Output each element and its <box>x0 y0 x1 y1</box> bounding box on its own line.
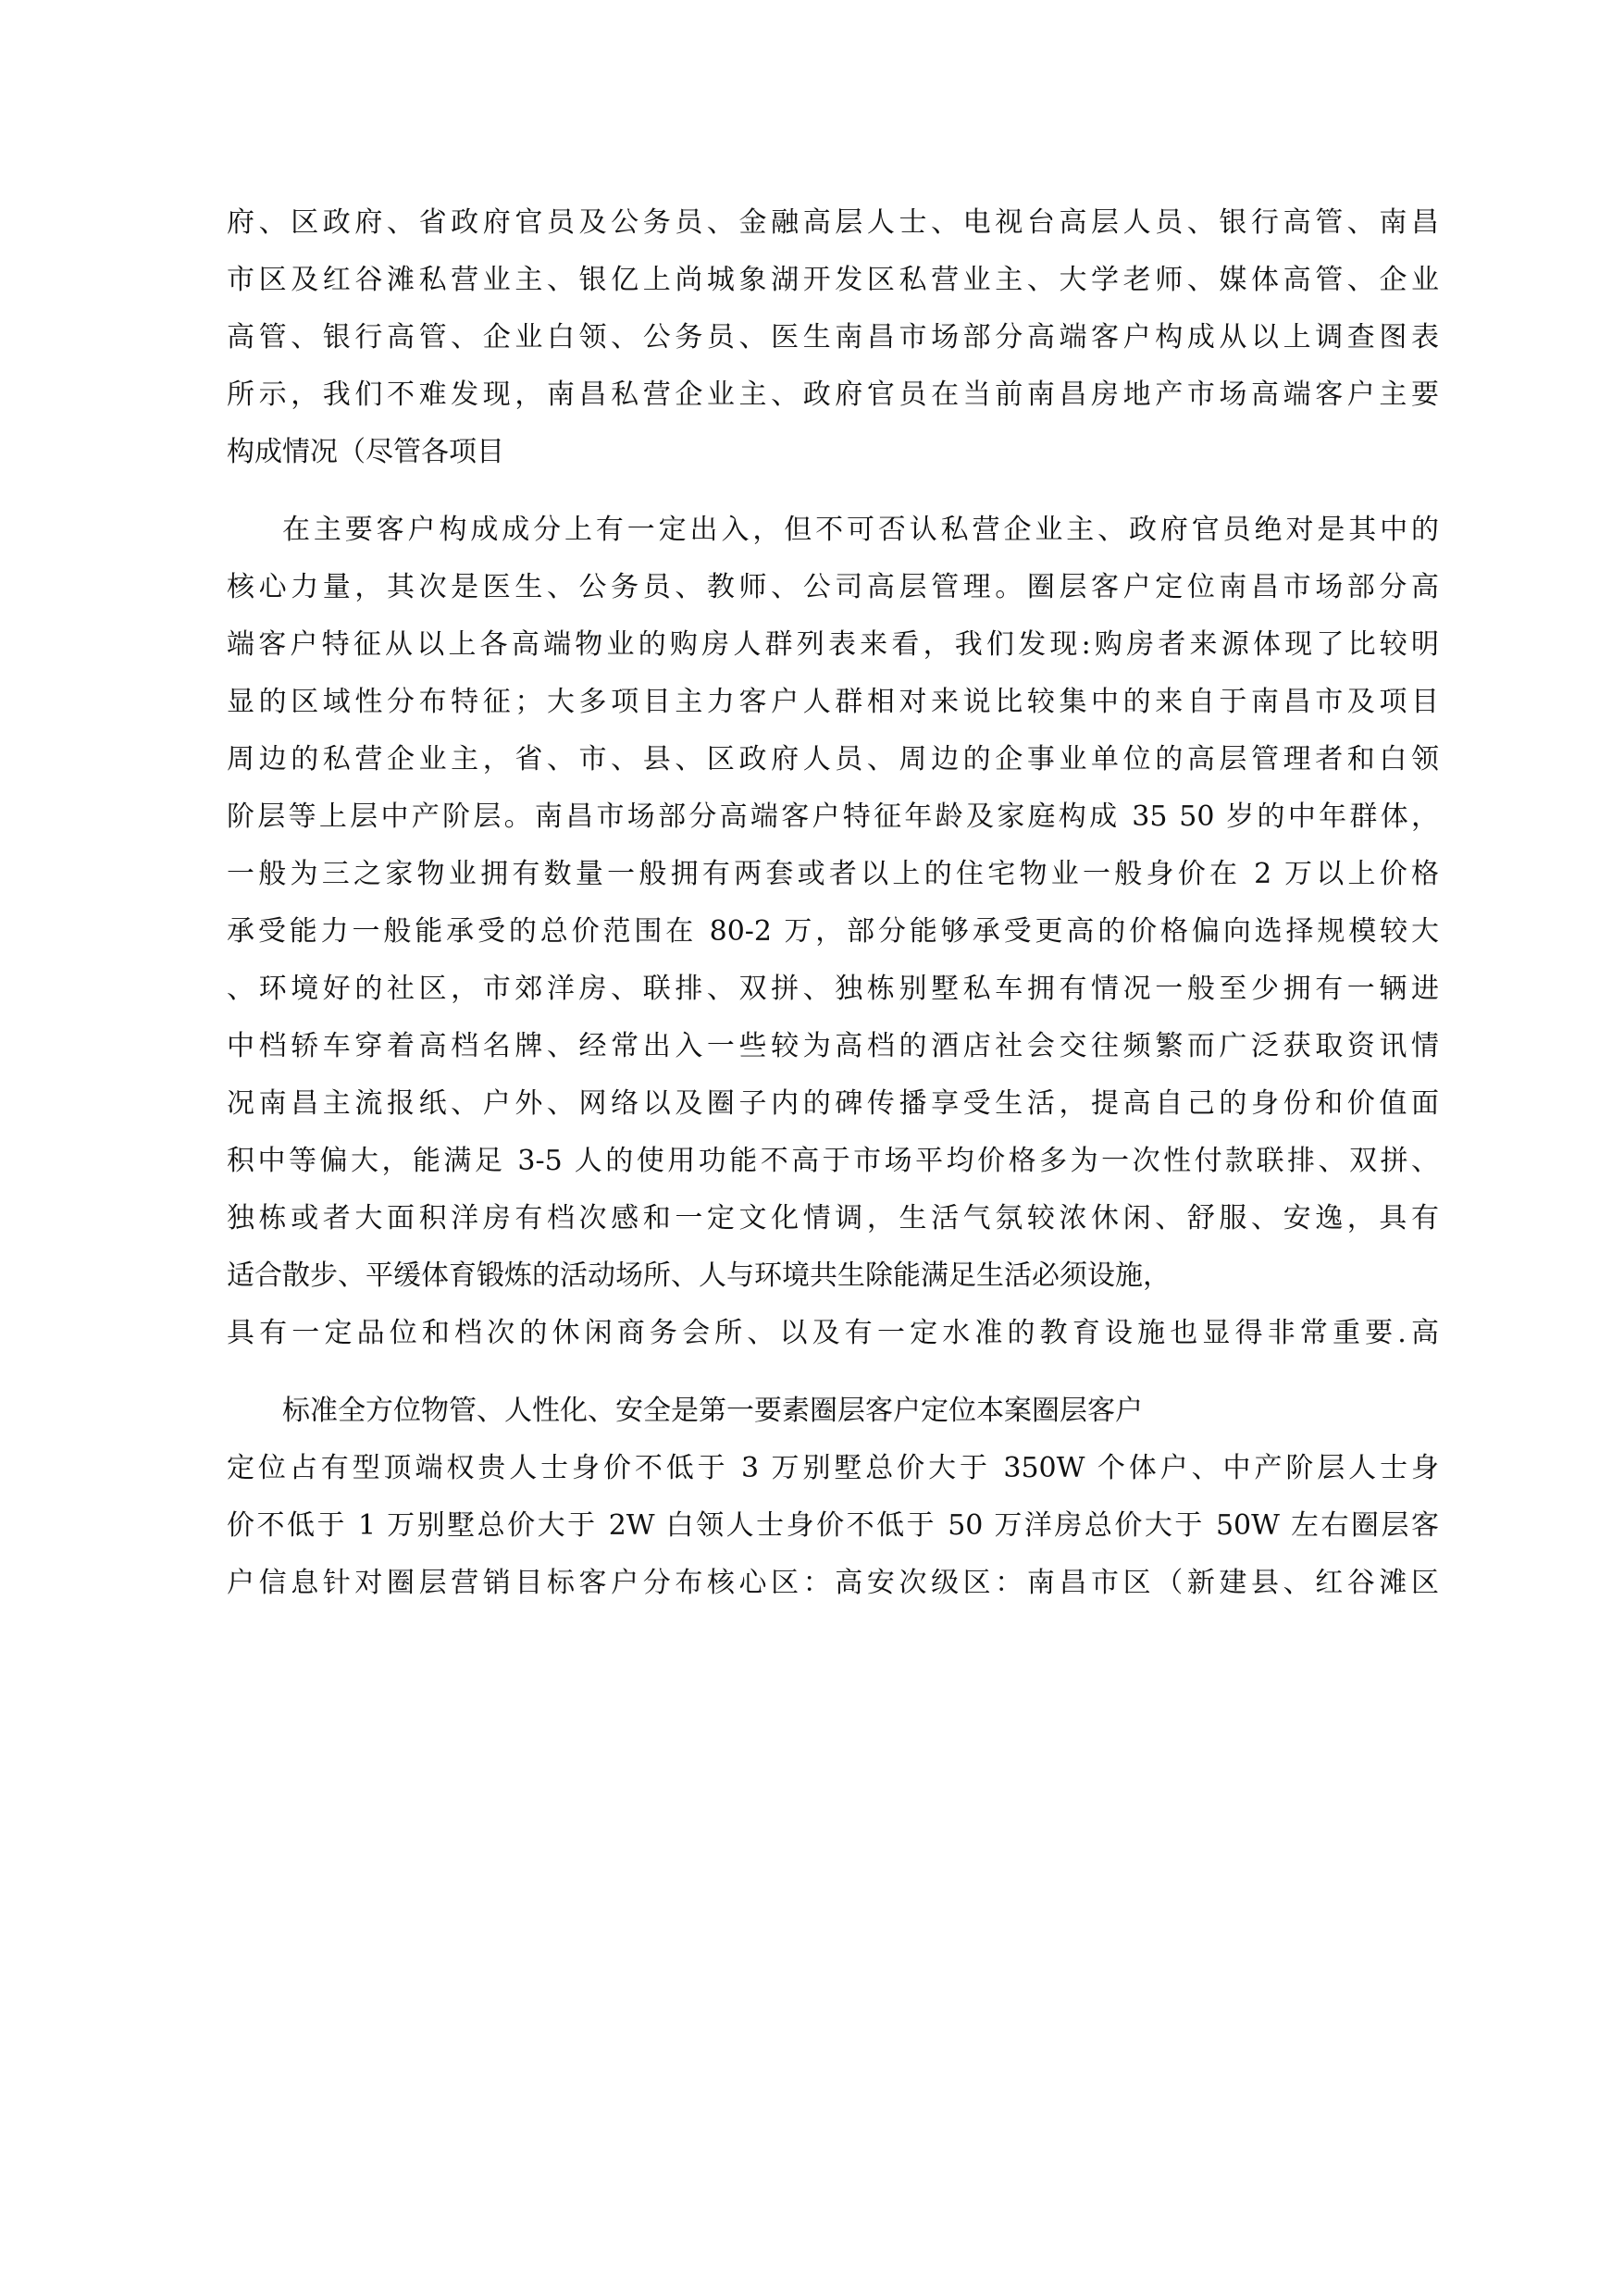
text-line: 所示，我们不难发现，南昌私营企业主、政府官员在当前南昌房地产市场高端客户主要 <box>227 378 1439 411</box>
text-line: 周边的私营企业主，省、市、县、区政府人员、周边的企事业单位的高层管理者和白领 <box>227 743 1439 775</box>
text-line: 高管、银行高管、企业白领、公务员、医生南昌市场部分高端客户构成从以上调查图表 <box>227 321 1439 354</box>
text-line: 府、区政府、省政府官员及公务员、金融高层人士、电视台高层人员、银行高管、南昌 <box>227 206 1439 239</box>
text-line: 中档轿车穿着高档名牌、经常出入一些较为高档的酒店社会交往频繁而广泛获取资讯情 <box>227 1030 1439 1062</box>
paragraph-first-line: 在主要客户构成成分上有一定出入，但不可否认私营企业主、政府官员绝对是其中的 <box>282 514 1439 546</box>
text-line: 承受能力一般能承受的总价范围在 80-2 万，部分能够承受更高的价格偏向选择规模较大 <box>227 915 1439 948</box>
text-line: 价不低于 1 万别墅总价大于 2W 白领人士身价不低于 50 万洋房总价大于 50W 左右圈层客 <box>227 1509 1439 1542</box>
paragraph-first-line: 标准全方位物管、人性化、安全是第一要素圈层客户定位本案圈层客户 <box>282 1395 1143 1427</box>
text-line: 市区及红谷滩私营业主、银亿上尚城象湖开发区私营业主、大学老师、媒体高管、企业 <box>227 264 1439 296</box>
text-line: 、环境好的社区，市郊洋房、联排、双拼、独栋别墅私车拥有情况一般至少拥有一辆进 <box>227 973 1439 1005</box>
text-line: 构成情况（尽管各项目 <box>227 436 504 468</box>
text-line: 一般为三之家物业拥有数量一般拥有两套或者以上的住宅物业一般身价在 2 万以上价格 <box>227 858 1439 890</box>
text-line: 端客户特征从以上各高端物业的购房人群列表来看，我们发现:购房者来源体现了比较明 <box>227 628 1439 661</box>
text-line: 独栋或者大面积洋房有档次感和一定文化情调，生活气氛较浓休闲、舒服、安逸，具有 <box>227 1202 1439 1234</box>
body-text <box>227 194 1439 1612</box>
text-line: 定位占有型顶端权贵人士身价不低于 3 万别墅总价大于 350W 个体户、中产阶层人士身 <box>227 1452 1439 1484</box>
text-line: 具有一定品位和档次的休闲商务会所、以及有一定水准的教育设施也显得非常重要.高 <box>227 1317 1439 1349</box>
text-line: 积中等偏大，能满足 3-5 人的使用功能不高于市场平均价格多为一次性付款联排、双拼、 <box>227 1145 1439 1177</box>
text-line: 户信息针对圈层营销目标客户分布核心区：高安次级区：南昌市区（新建县、红谷滩区 <box>227 1567 1439 1599</box>
text-line: 显的区域性分布特征；大多项目主力客户人群相对来说比较集中的来自于南昌市及项目 <box>227 686 1439 718</box>
text-line: 核心力量，其次是医生、公务员、教师、公司高层管理。圈层客户定位南昌市场部分高 <box>227 571 1439 603</box>
text-line: 适合散步、平缓体育锻炼的活动场所、人与环境共生除能满足生活必须设施， <box>227 1259 1171 1292</box>
text-line: 况南昌主流报纸、户外、网络以及圈子内的碑传播享受生活，提高自己的身份和价值面 <box>227 1087 1439 1120</box>
text-line: 阶层等上层中产阶层。南昌市场部分高端客户特征年龄及家庭构成 35 50 岁的中年群体， <box>227 800 1439 833</box>
